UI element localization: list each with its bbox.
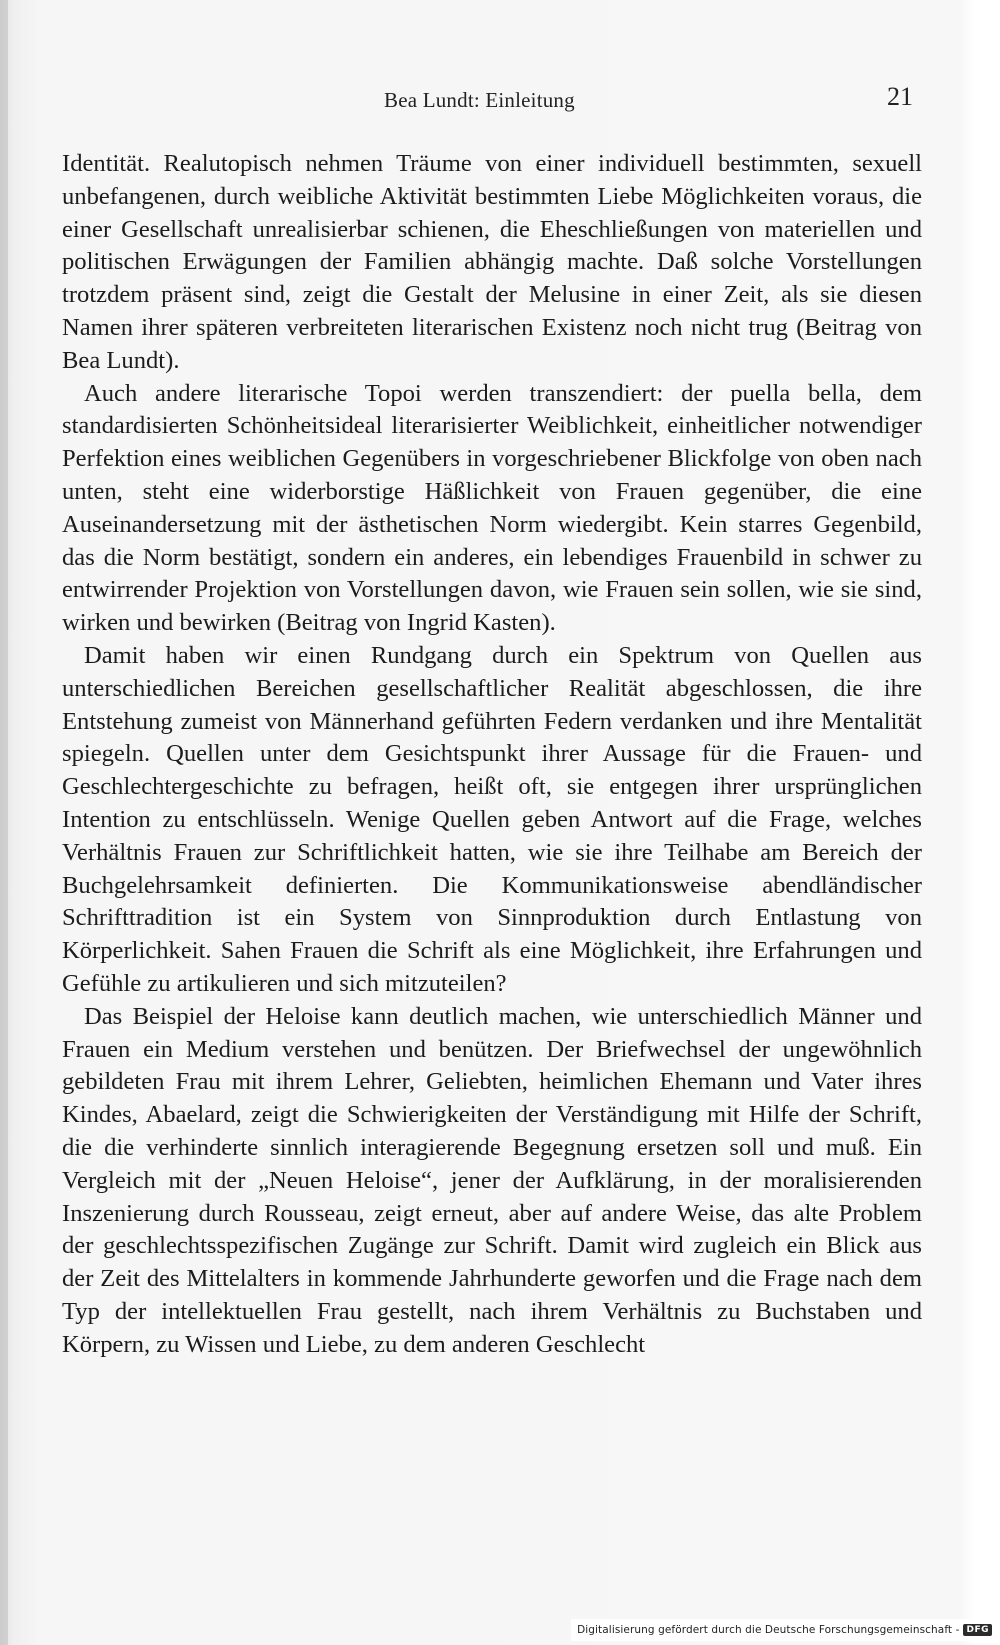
paragraph-3: Damit haben wir einen Rundgang durch ein Spektrum von Quellen aus unterschiedlichen Bereichen gesellschaftlicher Realität abgeschlossen, die ihre Entstehung zumeist von Männerhand geführten Federn verdanken und ihre Mentalität spiegeln. Quellen unter dem Gesichtspunkt ihrer Aussage für die Frauen- und Geschlechtergeschichte zu befragen, heißt oft, sie entgegen ihrer ursprünglichen Intention zu entschlüsseln. Wenige Quellen geben Antwort auf die Frage, welches Verhältnis Frauen zur Schriftlichkeit hatten, wie sie ihre Teilhabe am Bereich der Buchgelehrsamkeit definierten. Die Kommunikationsweise abendländischer Schrifttradition ist ein System von Sinnproduktion durch Entlastung von Körperlichkeit. Sahen Frauen die Schrift als eine Möglichkeit, ihre Erfahrungen und Gefühle zu artikulieren und sich mitzuteilen? xyxy=(62,641,922,997)
credit-text: Digitalisierung gefördert durch die Deutsche Forschungsgemeinschaft - xyxy=(577,1624,960,1636)
running-title: Bea Lundt: Einleitung xyxy=(384,88,575,112)
page-binding-shadow xyxy=(0,0,8,1645)
paragraph-4: Das Beispiel der Heloise kann deutlich machen, wie unterschiedlich Männer und Frauen ein Medium verstehen und benützen. Der Briefwechsel der ungewöhnlich gebildeten Frau mit ihrem Lehrer, Geliebten, heimlichen Ehemann und Vater ihres Kindes, Abaelard, zeigt die Schwierigkeiten der Verständigung mit Hilfe der Schrift, die die verhinderte sinnlich interagierende Begegnung ersetzen soll und muß. Ein Vergleich mit der „Neuen Heloise“, jener der Aufklärung, in der moralisierenden Inszenierung durch Rousseau, zeigt erneut, aber auf andere Weise, das alte Problem der geschlechtsspezifischen Zugänge zur Schrift. Damit wird zugleich ein Blick aus der Zeit des Mittelalters in kommende Jahrhunderte geworfen und die Frage nach dem Typ der intellektuellen Frau gestellt, nach ihrem Verhältnis zu Buchstaben und Körpern, zu Wissen und Liebe, zu dem anderen Geschlecht xyxy=(62,1002,922,1358)
body-text xyxy=(62,148,922,1361)
running-head xyxy=(0,82,1000,122)
paragraph-1: Identität. Realutopisch nehmen Träume von einer individuell bestimmten, sexuell unbefangenen, durch weibliche Aktivität bestimmten Liebe Möglichkeiten voraus, die einer Gesellschaft unrealisierbar schienen, die Eheschließungen von materiellen und politischen Erwägungen der Familien abhängig machte. Daß solche Vorstellungen trotzdem präsent sind, zeigt die Gestalt der Melusine in einer Zeit, als sie diesen Namen ihrer späteren verbreiteten literarischen Existenz noch nicht trug (Beitrag von Bea Lundt). xyxy=(62,150,922,374)
dfg-logo: DFG xyxy=(963,1624,992,1636)
paragraph-2: Auch andere literarische Topoi werden transzendiert: der puella bella, dem standardisierten Schönheitsideal literarisierter Weiblichkeit, einheitlicher notwendiger Perfektion eines weiblichen Gegenübers in vorgeschriebener Blickfolge von oben nach unten, steht eine widerborstige Häßlichkeit von Frauen gegenüber, die eine Auseinandersetzung mit der ästhetischen Norm wiedergibt. Kein starres Gegenbild, das die Norm bestätigt, sondern ein anderes, ein lebendiges Frauenbild in schwer zu entwirrender Projektion von Vorstellungen davon, wie Frauen sein sollen, wie sie sind, wirken und bewirken (Beitrag von Ingrid Kasten). xyxy=(62,379,922,637)
page-number: 21 xyxy=(887,82,913,111)
digitization-credit xyxy=(571,1619,994,1641)
